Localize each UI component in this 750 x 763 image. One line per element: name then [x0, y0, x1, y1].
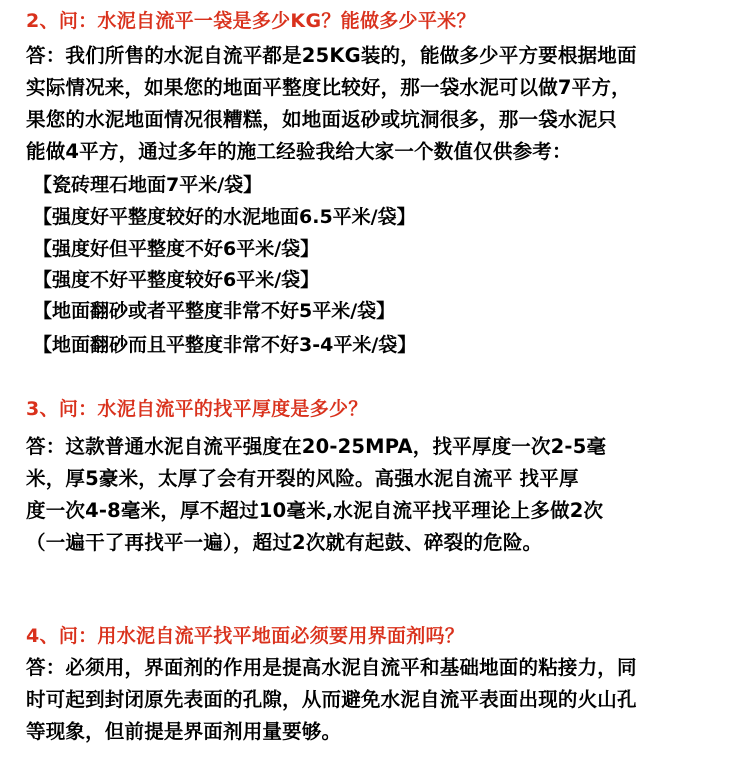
reference-item-6: 【地面翻砂而且平整度非常不好3-4平米/袋】: [33, 334, 417, 356]
answer-3-line-3: 度一次4-8毫米，厚不超过10毫米,水泥自流平找平理论上多做2次: [26, 499, 604, 522]
answer-4-line-1: 答：必须用，界面剂的作用是提高水泥自流平和基础地面的粘接力，同: [26, 656, 637, 679]
reference-item-2: 【强度好平整度较好的水泥地面6.5平米/袋】: [33, 206, 416, 228]
answer-3-line-2: 米，厚5豪米，太厚了会有开裂的风险。高强水泥自流平 找平厚: [26, 467, 579, 490]
answer-3-line-1: 答：这款普通水泥自流平强度在20-25MPA，找平厚度一次2-5毫: [26, 435, 607, 458]
answer-2-line-1: 答：我们所售的水泥自流平都是25KG装的，能做多少平方要根据地面: [26, 44, 637, 67]
answer-2-line-2: 实际情况来，如果您的地面平整度比较好，那一袋水泥可以做7平方，: [26, 76, 631, 99]
question-4: 4、问：用水泥自流平找平地面必须要用界面剂吗？: [26, 625, 465, 647]
reference-item-5: 【地面翻砂或者平整度非常不好5平米/袋】: [33, 300, 396, 322]
answer-2-line-3: 果您的水泥地面情况很糟糕，如地面返砂或坑洞很多，那一袋水泥只: [26, 108, 618, 131]
reference-item-3: 【强度好但平整度不好6平米/袋】: [33, 238, 320, 260]
reference-item-4: 【强度不好平整度较好6平米/袋】: [33, 269, 320, 291]
question-2: 2、问：水泥自流平一袋是多少KG？能做多少平米？: [26, 10, 476, 32]
answer-4-line-3: 等现象，但前提是界面剂用量要够。: [26, 720, 342, 743]
answer-3-line-4: （一遍干了再找平一遍），超过2次就有起鼓、碎裂的危险。: [26, 531, 543, 554]
answer-4-line-2: 时可起到封闭原先表面的孔隙，从而避免水泥自流平表面出现的火山孔: [26, 688, 637, 711]
question-3: 3、问：水泥自流平的找平厚度是多少？: [26, 398, 368, 420]
answer-2-line-4: 能做4平方，通过多年的施工经验我给大家一个数值仅供参考：: [26, 140, 572, 163]
reference-item-1: 【瓷砖理石地面7平米/袋】: [33, 174, 263, 196]
